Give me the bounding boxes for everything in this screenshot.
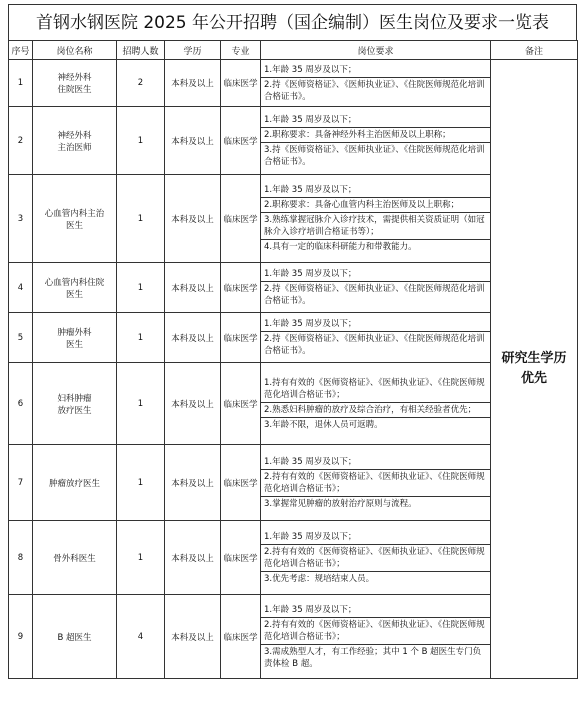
cell-count: 1 <box>117 175 165 263</box>
requirement-line: 3.掌握常见肿瘤的放射治疗原则与流程。 <box>264 498 417 509</box>
cell-count: 2 <box>117 60 165 107</box>
cell-name <box>33 313 117 363</box>
requirement-line: 3.持《医师资格证》、《医师执业证》、《住院医师规范化培训合格证书》。 <box>264 144 485 167</box>
position-name-line: 医生 <box>65 289 83 300</box>
header-name: 岗位名称 <box>33 41 117 60</box>
cell-name <box>33 263 117 313</box>
header-no: 序号 <box>9 41 33 60</box>
requirement-line: 2.职称要求：具备神经外科主治医师及以上职称； <box>261 128 490 143</box>
cell-requirements <box>261 595 491 679</box>
position-name-line: 肿瘤放疗医生 <box>48 478 100 489</box>
requirement-line: 1.年龄 35 周岁及以下； <box>261 113 490 128</box>
position-name-line: 放疗医生 <box>57 405 92 416</box>
cell-no: 4 <box>9 263 33 313</box>
requirement-line: 2.持有有效的《医师资格证》、《医师执业证》、《住院医师规范化培训合格证书》； <box>261 545 490 572</box>
position-name-line: 妇科肿瘤 <box>57 393 92 404</box>
cell-no: 6 <box>9 363 33 445</box>
cell-edu: 本科及以上 <box>165 521 221 595</box>
cell-edu: 本科及以上 <box>165 363 221 445</box>
cell-name <box>33 107 117 175</box>
position-name-line: 医生 <box>65 220 83 231</box>
position-name-line: 骨外科医生 <box>53 553 96 564</box>
requirement-line: 1.年龄 35 周岁及以下； <box>261 63 490 78</box>
cell-no: 1 <box>9 60 33 107</box>
position-name-line: 神经外科 <box>57 73 92 83</box>
cell-edu: 本科及以上 <box>165 263 221 313</box>
cell-count: 1 <box>117 445 165 521</box>
requirement-line: 1.年龄 35 周岁及以下； <box>261 267 490 282</box>
requirement-line: 1.持有有效的《医师资格证》、《医师执业证》、《住院医师规范化培训合格证书》； <box>261 376 490 403</box>
cell-requirements <box>261 363 491 445</box>
cell-requirements <box>261 521 491 595</box>
requirement-line: 1.年龄 35 周岁及以下； <box>261 530 490 545</box>
cell-edu: 本科及以上 <box>165 313 221 363</box>
table-header-row <box>9 41 578 60</box>
cell-major: 临床医学 <box>221 445 261 521</box>
page <box>0 4 585 704</box>
cell-no: 2 <box>9 107 33 175</box>
cell-major: 临床医学 <box>221 363 261 445</box>
requirement-line: 2.持《医师资格证》、《医师执业证》、《住院医师规范化培训合格证书》。 <box>264 284 485 306</box>
position-name-line: 住院医生 <box>57 85 92 95</box>
cell-edu: 本科及以上 <box>165 60 221 107</box>
cell-major: 临床医学 <box>221 521 261 595</box>
cell-edu: 本科及以上 <box>165 595 221 679</box>
table-row <box>9 60 578 107</box>
cell-no: 7 <box>9 445 33 521</box>
requirement-line: 3.需成熟型人才，有工作经验；其中 1 个 B 超医生专门负责体检 B 超。 <box>264 646 482 669</box>
cell-no: 8 <box>9 521 33 595</box>
cell-major: 临床医学 <box>221 107 261 175</box>
position-name-line: 心血管内科主治 <box>44 208 105 219</box>
requirement-line: 2.持《医师资格证》、《医师执业证》、《住院医师规范化培训合格证书》。 <box>264 79 485 102</box>
cell-no: 9 <box>9 595 33 679</box>
cell-note <box>491 60 578 679</box>
cell-edu: 本科及以上 <box>165 107 221 175</box>
cell-major: 临床医学 <box>221 313 261 363</box>
cell-requirements <box>261 107 491 175</box>
requirement-line: 1.年龄 35 周岁及以下； <box>261 317 490 332</box>
cell-no: 5 <box>9 313 33 363</box>
position-name-line: 医生 <box>65 339 83 350</box>
requirement-line: 2.持《医师资格证》、《医师执业证》、《住院医师规范化培训合格证书》。 <box>264 334 485 356</box>
cell-requirements <box>261 313 491 363</box>
cell-count: 1 <box>117 107 165 175</box>
cell-count: 4 <box>117 595 165 679</box>
requirement-line: 2.持有有效的《医师资格证》、《医师执业证》、《住院医师规范化培训合格证书》； <box>261 618 490 645</box>
cell-count: 1 <box>117 313 165 363</box>
requirement-line: 4.具有一定的临床科研能力和带教能力。 <box>264 242 417 252</box>
table-body <box>9 60 578 679</box>
requirement-line: 1.年龄 35 周岁及以下； <box>261 183 490 198</box>
page-title: 首钢水钢医院 2025 年公开招聘（国企编制）医生岗位及要求一览表 <box>8 4 577 40</box>
position-name-line: 心血管内科住院 <box>44 277 105 288</box>
note-line: 研究生学历 <box>501 351 567 366</box>
cell-requirements <box>261 445 491 521</box>
position-name-line: 主治医师 <box>57 142 92 153</box>
cell-major: 临床医学 <box>221 595 261 679</box>
cell-edu: 本科及以上 <box>165 175 221 263</box>
requirement-line: 1.年龄 35 周岁及以下； <box>261 455 490 470</box>
cell-name <box>33 521 117 595</box>
header-count: 招聘人数 <box>117 41 165 60</box>
requirement-line: 2.持有有效的《医师资格证》、《医师执业证》、《住院医师规范化培训合格证书》； <box>261 470 490 497</box>
position-name-line: B 超医生 <box>57 632 92 643</box>
cell-requirements <box>261 263 491 313</box>
header-note: 备注 <box>491 41 578 60</box>
cell-name <box>33 445 117 521</box>
note-line: 优先 <box>520 371 547 386</box>
cell-count: 1 <box>117 363 165 445</box>
requirement-line: 2.职称要求：具备心血管内科主治医师及以上职称； <box>261 198 490 213</box>
cell-requirements <box>261 60 491 107</box>
cell-name <box>33 363 117 445</box>
cell-major: 临床医学 <box>221 60 261 107</box>
header-major: 专业 <box>221 41 261 60</box>
cell-count: 1 <box>117 521 165 595</box>
cell-count: 1 <box>117 263 165 313</box>
position-name-line: 肿瘤外科 <box>57 327 92 338</box>
cell-no: 3 <box>9 175 33 263</box>
cell-edu: 本科及以上 <box>165 445 221 521</box>
cell-major: 临床医学 <box>221 175 261 263</box>
header-req: 岗位要求 <box>261 41 491 60</box>
requirement-line: 3.熟练掌握冠脉介入诊疗技术，需提供相关资质证明（如冠脉介入诊疗培训合格证书等）； <box>261 213 490 240</box>
requirement-line: 2.熟悉妇科肿瘤的放疗及综合治疗，有相关经验者优先； <box>261 403 490 418</box>
cell-name <box>33 595 117 679</box>
position-name-line: 神经外科 <box>57 130 92 141</box>
requirement-line: 3.年龄不限，退休人员可返聘。 <box>264 419 383 430</box>
cell-name <box>33 175 117 263</box>
cell-requirements <box>261 175 491 263</box>
cell-name <box>33 60 117 107</box>
recruitment-table <box>8 40 578 679</box>
requirement-line: 3.优先考虑：规培结束人员。 <box>264 573 375 584</box>
header-edu: 学历 <box>165 41 221 60</box>
requirement-line: 1.年龄 35 周岁及以下； <box>261 603 490 618</box>
cell-major: 临床医学 <box>221 263 261 313</box>
